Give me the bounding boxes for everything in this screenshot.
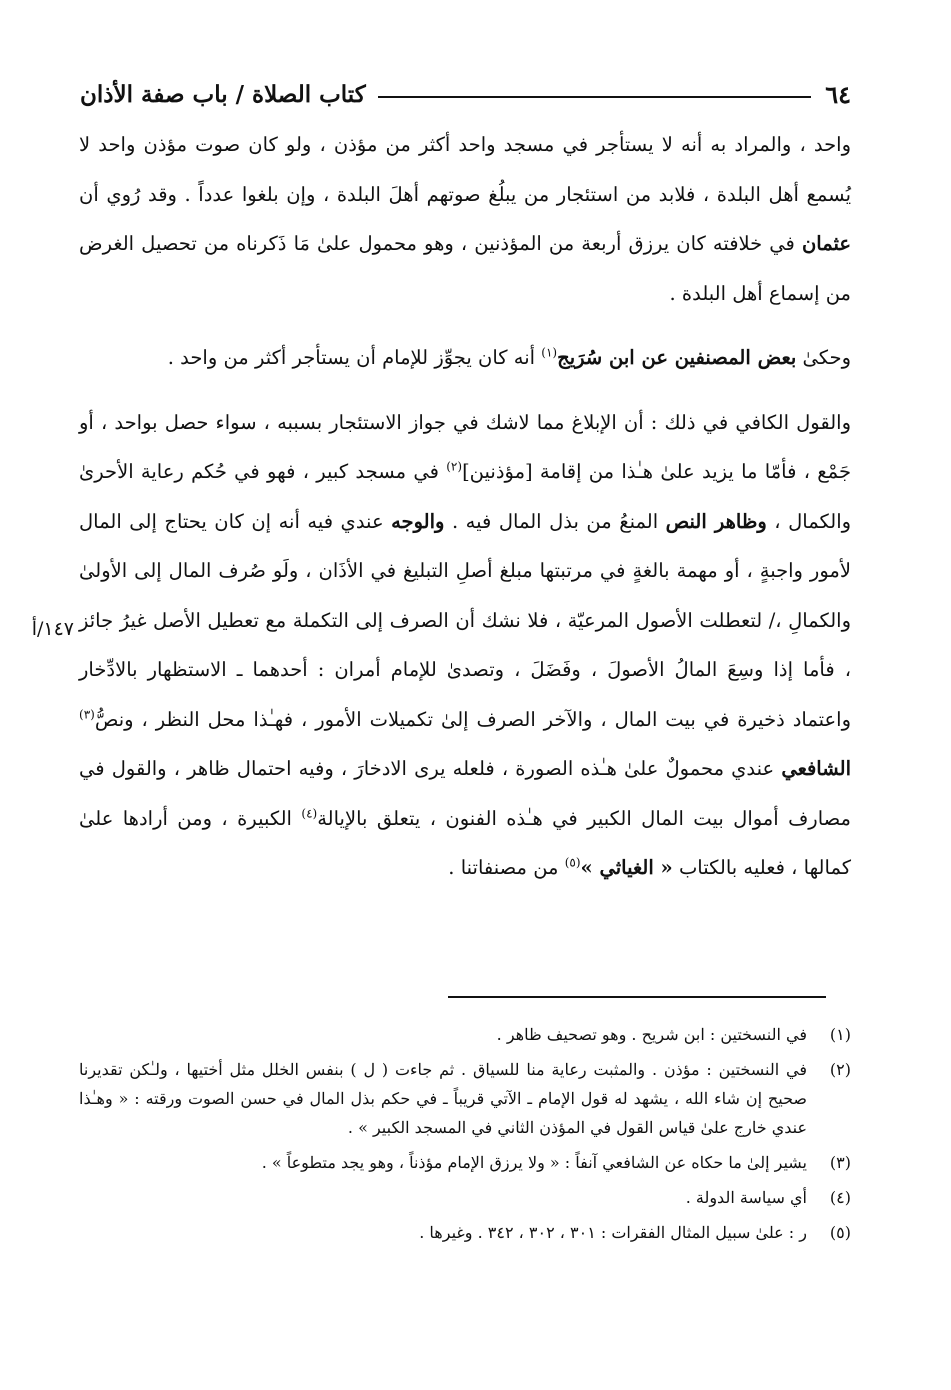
paragraph-2: وحكىٰ بعض المصنفين عن ابن سُرَيج$^{(١)}$ أنه كان يجوِّز للإمام أن يستأجر أكثر من واحد . xyxy=(167,345,851,369)
footnote-marker-5[interactable]: (٥) xyxy=(564,855,581,870)
running-title: كتاب الصلاة / باب صفة الأذان xyxy=(80,80,366,108)
bold-name-uthman: عثمان xyxy=(801,232,851,255)
footnote-marker-2[interactable]: (٢) xyxy=(446,459,463,474)
bold-authors-reference: بعض المصنفين عن ابن سُرَيج xyxy=(557,346,797,369)
bold-zahir-alnass: وظاهر النص xyxy=(665,509,767,533)
footnotes xyxy=(79,1020,851,1247)
page-header xyxy=(80,76,851,112)
bold-alwajh: والوجه xyxy=(391,509,445,533)
footnote-item: (٥) ر : علىٰ سبيل المثال الفقرات : ٣٠١ ، ٣٠٢ ، ٣٤٢ . وغيرها . xyxy=(419,1223,851,1242)
footnote-item: (٢) في النسختين : مؤذن . والمثبت رعاية منا للسياق . ثم جاءت ( ل ) بنفس الخلل مثل أختيها ، ولـٰكن تقديرنا صحيح إن شاء الله ، يشهد له قول الإمام ـ الآتي قريباً ـ في حكم بذل المال في حسن الصوت ورقته : « وهـٰذا عندي خارج علىٰ قياس القول في المؤذن الثاني في المسجد الكبير » . xyxy=(79,1060,851,1137)
paragraph-3: والقول الكافي في ذلك : أن الإبلاغ مما لاشك في جواز الاستئجار بسببه ، سواء حصل بواحد ، أو جَمْع ، فأمّا ما يزيد علىٰ هـٰذا من إقامة [مؤذنين]$^{(٢)}$ في مسجد كبير ، فهو في حُكم رعاية الأحرىٰ والكمال ، وظاهر النص المنعُ من بذل المال فيه . والوجه عندي فيه أنه إن كان يحتاج إلى المال لأمور واجبةٍ ، أو مهمة بالغةٍ في مرتبتها مبلغ أصلِ التبليغ في الأذَان ، ولَو صُرف المال إلى الأولىٰ والكمالِ ،/ لتعطلت الأصول المرعيّة ، فلا نشك أن الصرف إلى التكملة مع تعطيل الأصل غيرُ جائز ، فأما إذا وسِعَ المالُ الأصولَ ، وفَضَلَ ، وتصدىٰ للإمام أمران : أحدهما ـ الاستظهار بالادِّخار واعتماد ذخيرة في بيت المال ، والآخر الصرف إلىٰ تكميلات الأمور ، فهـٰذا محل النظر ، ونصُّ$^{(٣)}$ الشافعي عندي محمولٌ علىٰ هـٰذه الصورة ، فلعله يرى الادخارَ ، وفيه احتمال ظاهر ، والقول في مصارف أموال بيت المال الكبير في هـٰذه الفنون ، يتعلق بالإيالة$^{(٤)}$ الكبيرة ، ومن أرادها علىٰ كمالها ، فعليه بالكتاب « الغياثي »$^{(٥)}$ من مصنفاتنا . xyxy=(79,410,852,879)
page-number: ٦٤ xyxy=(825,79,851,109)
header-rule xyxy=(378,96,812,98)
footnote-item: (٤) أي سياسة الدولة . xyxy=(685,1188,851,1207)
manuscript-folio-ref: ١٤٧/أ xyxy=(31,618,74,640)
bold-book-ghiyathi: « الغياثي » xyxy=(580,856,673,879)
footnote-marker-1[interactable]: (١) xyxy=(541,345,558,360)
footnote-item: (١) في النسختين : ابن شريح . وهو تصحيف ظاهر . xyxy=(496,1025,851,1044)
footnote-item: (٣) يشير إلىٰ ما حكاه عن الشافعي آنفاً : « ولا يرزق الإمام مؤذناً ، وهو يجد متطوعاً » . xyxy=(261,1153,851,1172)
footnote-marker-3[interactable]: (٣) xyxy=(79,707,95,721)
footnote-marker-4[interactable]: (٤) xyxy=(301,806,318,820)
paragraph-1: واحد ، والمراد به أنه لا يستأجر في مسجد واحد أكثر من مؤذن ، ولو كان صوت مؤذن واحد لا يُسمع أهل البلدة ، فلابد من استئجار من يبلُغ صوتهم أهلَ البلدة ، وإن بلغوا عدداً . وقد رُوي أن عثمان في خلافته كان يرزق أربعة من المؤذنين ، وهو محمول علىٰ مَا ذَكرناه من تحصيل الغرض من إسماع أهل البلدة . xyxy=(79,133,851,305)
footnote-separator xyxy=(448,996,826,998)
main-text xyxy=(79,120,851,893)
bold-shafii: الشافعي xyxy=(781,757,851,780)
